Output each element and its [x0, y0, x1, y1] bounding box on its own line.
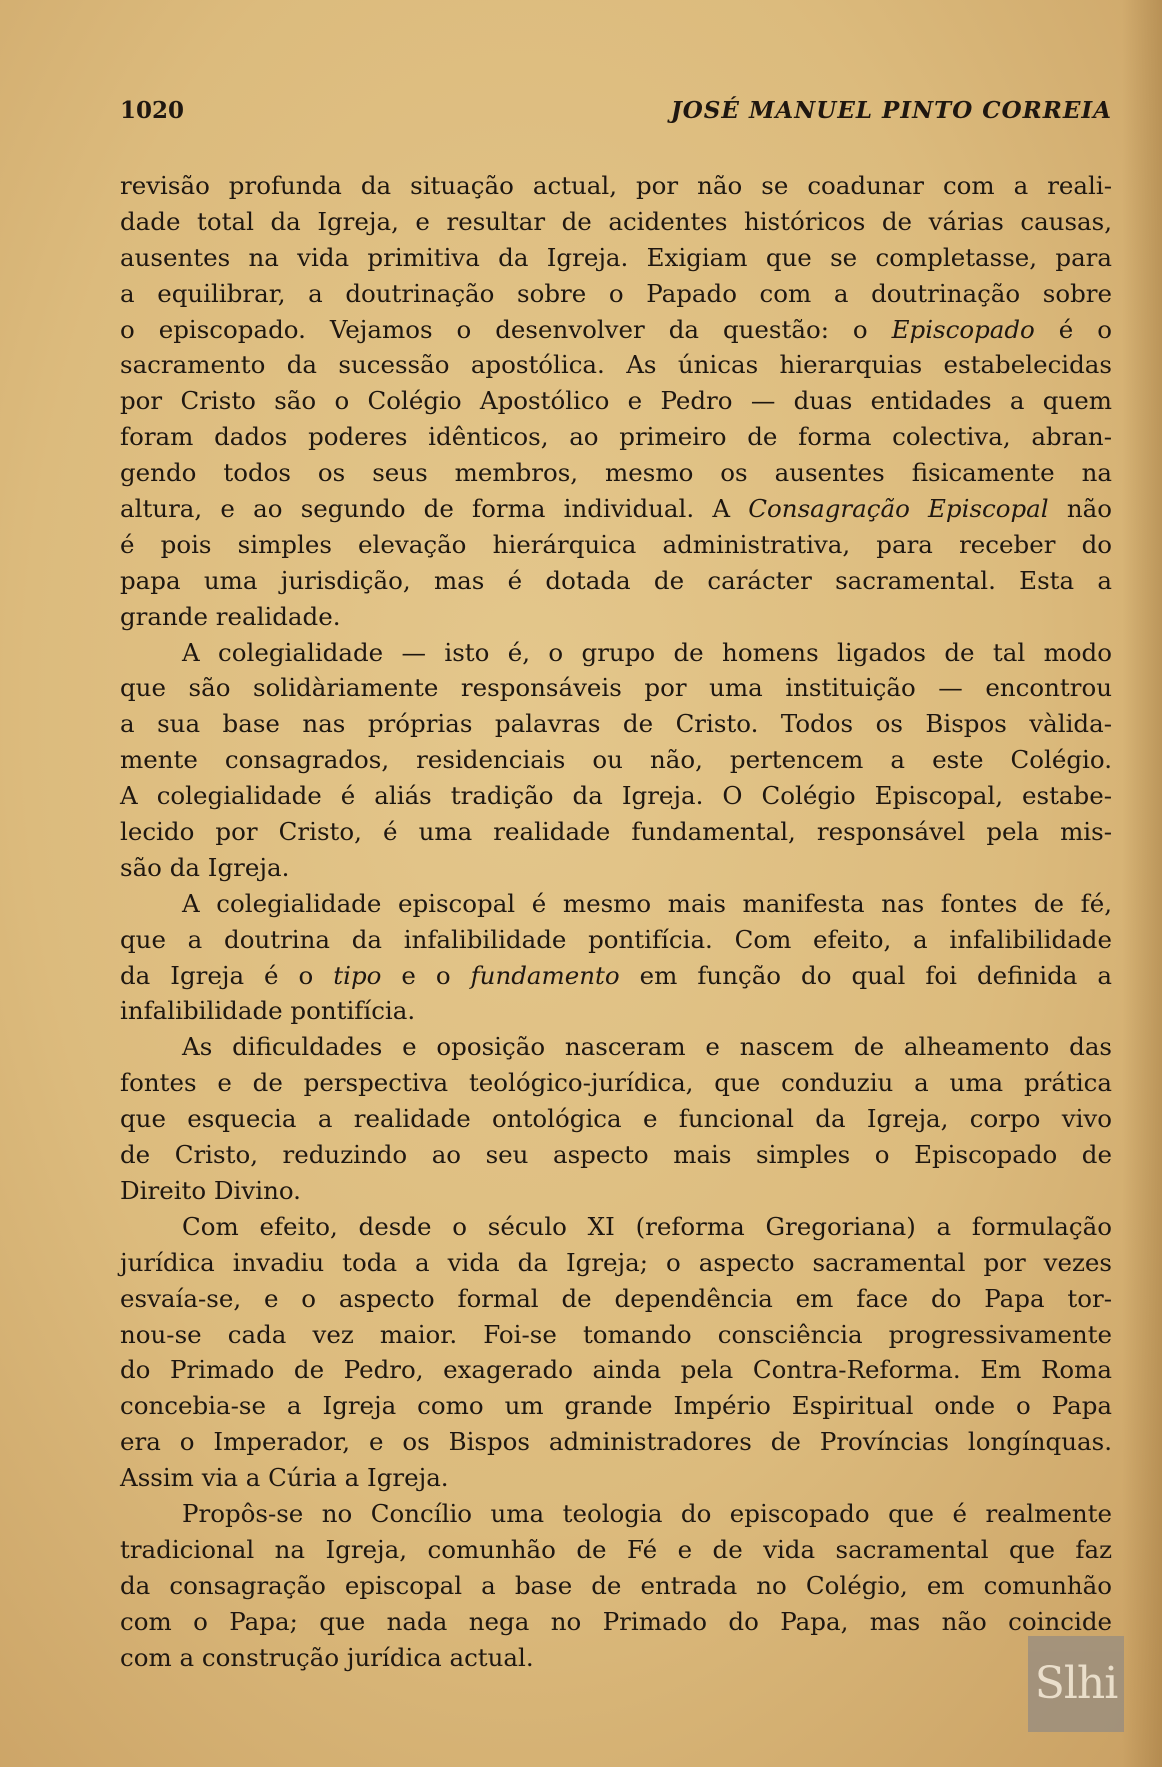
- text-line: que são solidàriamente responsáveis por uma instituição — encontrou: [120, 673, 1112, 703]
- text-line: A colegialidade — isto é, o grupo de homens ligados de tal modo: [182, 637, 1112, 667]
- text-line: de Cristo, reduzindo ao seu aspecto mais simples o Episcopado de: [120, 1140, 1112, 1170]
- text-line: com a construção jurídica actual.: [120, 1642, 534, 1672]
- text-line: são da Igreja.: [120, 852, 290, 882]
- text-line: Direito Divino.: [120, 1175, 301, 1205]
- text-line: grande realidade.: [120, 601, 341, 631]
- text-line: com o Papa; que nada nega no Primado do Papa, mas não coincide: [120, 1606, 1112, 1636]
- text-line: do Primado de Pedro, exagerado ainda pela Contra-Reforma. Em Roma: [120, 1355, 1112, 1385]
- text-line: o episcopado. Vejamos o desenvolver da questão: o Episcopado é o: [120, 314, 1112, 344]
- text-line: papa uma jurisdição, mas é dotada de carácter sacramental. Esta a: [120, 565, 1112, 595]
- text-line: ausentes na vida primitiva da Igreja. Exigiam que se completasse, para: [120, 242, 1112, 272]
- text-line: Assim via a Cúria a Igreja.: [120, 1463, 449, 1493]
- text-line: gendo todos os seus membros, mesmo os ausentes fisicamente na: [120, 458, 1112, 488]
- page-header: [120, 97, 1112, 131]
- watermark-logo: Slhi: [1028, 1636, 1124, 1732]
- text-line: foram dados poderes idênticos, ao primeiro de forma colectiva, abran-: [120, 422, 1112, 452]
- text-line: era o Imperador, e os Bispos administradores de Províncias longínquas.: [120, 1427, 1112, 1457]
- text-line: a sua base nas próprias palavras de Cristo. Todos os Bispos vàlida-: [120, 709, 1112, 739]
- text-line: esvaía-se, e o aspecto formal de dependência em face do Papa tor-: [120, 1283, 1112, 1313]
- running-head: JOSÉ MANUEL PINTO CORREIA: [670, 97, 1112, 124]
- text-line: As dificuldades e oposição nasceram e nascem de alheamento das: [182, 1032, 1112, 1062]
- text-line: fontes e de perspectiva teológico-jurídica, que conduziu a uma prática: [120, 1068, 1112, 1098]
- text-line: altura, e ao segundo de forma individual. A Consagração Episcopal não: [120, 494, 1112, 524]
- text-line: tradicional na Igreja, comunhão de Fé e de vida sacramental que faz: [120, 1534, 1112, 1564]
- text-line: mente consagrados, residenciais ou não, pertencem a este Colégio.: [120, 745, 1112, 775]
- text-line: da Igreja é o tipo e o fundamento em função do qual foi definida a: [120, 960, 1113, 990]
- body-text: [120, 168, 1112, 1675]
- text-line: Com efeito, desde o século XI (reforma Gregoriana) a formulação: [182, 1211, 1112, 1241]
- text-line: lecido por Cristo, é uma realidade fundamental, responsável pela mis-: [120, 817, 1112, 847]
- text-line: que esquecia a realidade ontológica e funcional da Igreja, corpo vivo: [120, 1104, 1112, 1134]
- text-line: infalibilidade pontifícia.: [120, 996, 416, 1026]
- text-line: é pois simples elevação hierárquica administrativa, para receber do: [120, 529, 1112, 559]
- text-line: por Cristo são o Colégio Apostólico e Pedro — duas entidades a quem: [120, 386, 1112, 416]
- text-line: dade total da Igreja, e resultar de acidentes históricos de várias causas,: [120, 206, 1112, 236]
- text-line: concebia-se a Igreja como um grande Império Espiritual onde o Papa: [120, 1391, 1112, 1421]
- text-line: a equilibrar, a doutrinação sobre o Papado com a doutrinação sobre: [120, 278, 1112, 308]
- page-number: 1020: [120, 97, 185, 124]
- text-line: A colegialidade episcopal é mesmo mais manifesta nas fontes de fé,: [182, 888, 1112, 918]
- text-line: revisão profunda da situação actual, por não se coadunar com a reali-: [120, 171, 1112, 200]
- text-line: que a doutrina da infalibilidade pontifícia. Com efeito, a infalibilidade: [120, 924, 1112, 954]
- text-line: Propôs-se no Concílio uma teologia do episcopado que é realmente: [182, 1498, 1112, 1528]
- text-line: nou-se cada vez maior. Foi-se tomando consciência progressivamente: [120, 1319, 1112, 1349]
- text-line: A colegialidade é aliás tradição da Igreja. O Colégio Episcopal, estabe-: [120, 781, 1112, 811]
- text-line: da consagração episcopal a base de entrada no Colégio, em comunhão: [120, 1570, 1112, 1600]
- text-line: jurídica invadiu toda a vida da Igreja; o aspecto sacramental por vezes: [120, 1247, 1112, 1277]
- text-line: sacramento da sucessão apostólica. As únicas hierarquias estabelecidas: [120, 350, 1112, 380]
